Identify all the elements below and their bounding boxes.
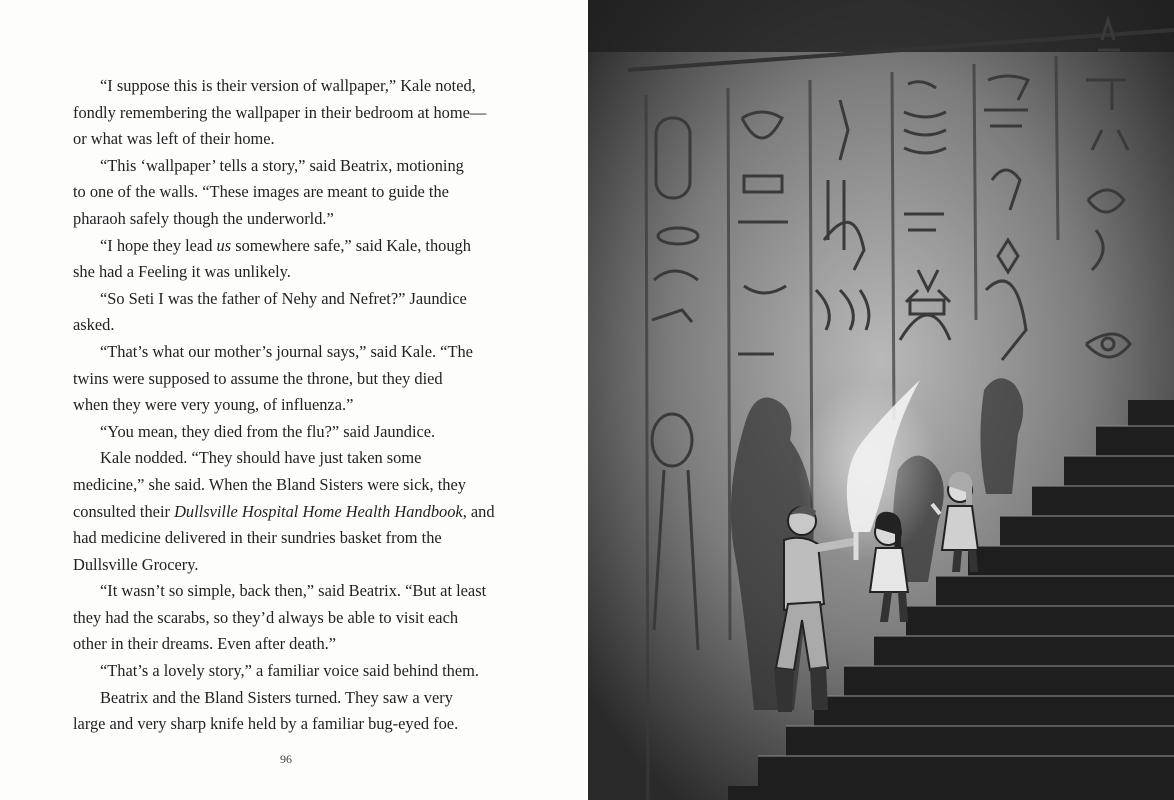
text-segment: “So Seti I was the father of Nehy and Nefret?” Jaundice bbox=[100, 288, 467, 308]
text-line bbox=[73, 126, 515, 153]
text-segment: “It wasn’t so simple, back then,” said Beatrix. “But at least bbox=[100, 581, 487, 601]
text-line bbox=[73, 605, 515, 632]
text-line bbox=[73, 578, 515, 605]
text-segment: they had the scarabs, so they’d always be able to visit each bbox=[73, 607, 459, 627]
text-segment: she had a Feeling it was unlikely. bbox=[73, 262, 291, 282]
text-line bbox=[73, 366, 515, 393]
text-line bbox=[73, 339, 515, 366]
text-line bbox=[73, 259, 515, 286]
text-segment: Beatrix and the Bland Sisters turned. They saw a very bbox=[100, 687, 453, 707]
text-segment: when they were very young, of influenza.” bbox=[73, 395, 354, 415]
text-segment: “I suppose this is their version of wallpaper,” Kale noted, bbox=[100, 76, 476, 95]
text-line bbox=[73, 206, 515, 233]
text-line bbox=[73, 552, 515, 579]
text-segment: had medicine delivered in their sundries basket from the bbox=[73, 528, 442, 548]
text-segment: twins were supposed to assume the throne, but they died bbox=[73, 368, 443, 388]
text-segment: large and very sharp knife held by a familiar bug-eyed foe. bbox=[73, 714, 459, 734]
text-segment: asked. bbox=[73, 315, 115, 335]
text-segment: fondly remembering the wallpaper in their bedroom at home— bbox=[73, 102, 487, 122]
text-segment: “You mean, they died from the flu?” said Jaundice. bbox=[100, 421, 436, 441]
text-line bbox=[73, 631, 515, 658]
text-segment: Dullsville Grocery. bbox=[73, 554, 199, 574]
text-line bbox=[73, 179, 515, 206]
text-line bbox=[73, 711, 515, 738]
page-number: 96 bbox=[280, 752, 292, 766]
text-line bbox=[73, 419, 515, 446]
text-segment: “That’s what our mother’s journal says,” said Kale. “The bbox=[100, 341, 473, 361]
tomb-staircase-illustration bbox=[588, 0, 1174, 800]
text-line bbox=[73, 525, 515, 552]
illustration-canvas bbox=[588, 0, 1174, 800]
italic-text: us bbox=[216, 235, 232, 255]
italic-text: Dullsville Hospital Home Health Handbook bbox=[174, 501, 463, 521]
text-line bbox=[73, 100, 515, 127]
text-line bbox=[73, 312, 515, 339]
text-line bbox=[73, 73, 515, 100]
text-line bbox=[73, 472, 515, 499]
text-segment: or what was left of their home. bbox=[73, 129, 275, 149]
text-line bbox=[73, 153, 515, 180]
text-segment: “That’s a lovely story,” a familiar voice said behind them. bbox=[100, 661, 479, 681]
text-segment: other in their dreams. Even after death.” bbox=[73, 634, 337, 654]
text-segment: consulted their bbox=[73, 501, 175, 521]
text-segment: “This ‘wallpaper’ tells a story,” said Beatrix, motioning bbox=[100, 155, 464, 175]
text-line bbox=[73, 685, 515, 712]
text-segment: pharaoh safely though the underworld.” bbox=[73, 208, 334, 228]
text-line bbox=[73, 233, 515, 260]
text-segment: Kale nodded. “They should have just taken some bbox=[100, 448, 422, 468]
text-line bbox=[73, 499, 515, 526]
text-line bbox=[73, 286, 515, 313]
story-text bbox=[73, 73, 515, 738]
text-line bbox=[73, 392, 515, 419]
left-book-page bbox=[0, 0, 572, 800]
text-segment: “I hope they lead bbox=[100, 235, 217, 255]
text-segment: medicine,” she said. When the Bland Sisters were sick, they bbox=[73, 474, 466, 494]
text-segment: , and bbox=[462, 501, 495, 521]
text-segment: to one of the walls. “These images are meant to guide the bbox=[73, 182, 449, 202]
text-line bbox=[73, 445, 515, 472]
ceiling-band bbox=[588, 0, 1174, 52]
text-segment: somewhere safe,” said Kale, though bbox=[231, 235, 471, 255]
text-line bbox=[73, 658, 515, 685]
